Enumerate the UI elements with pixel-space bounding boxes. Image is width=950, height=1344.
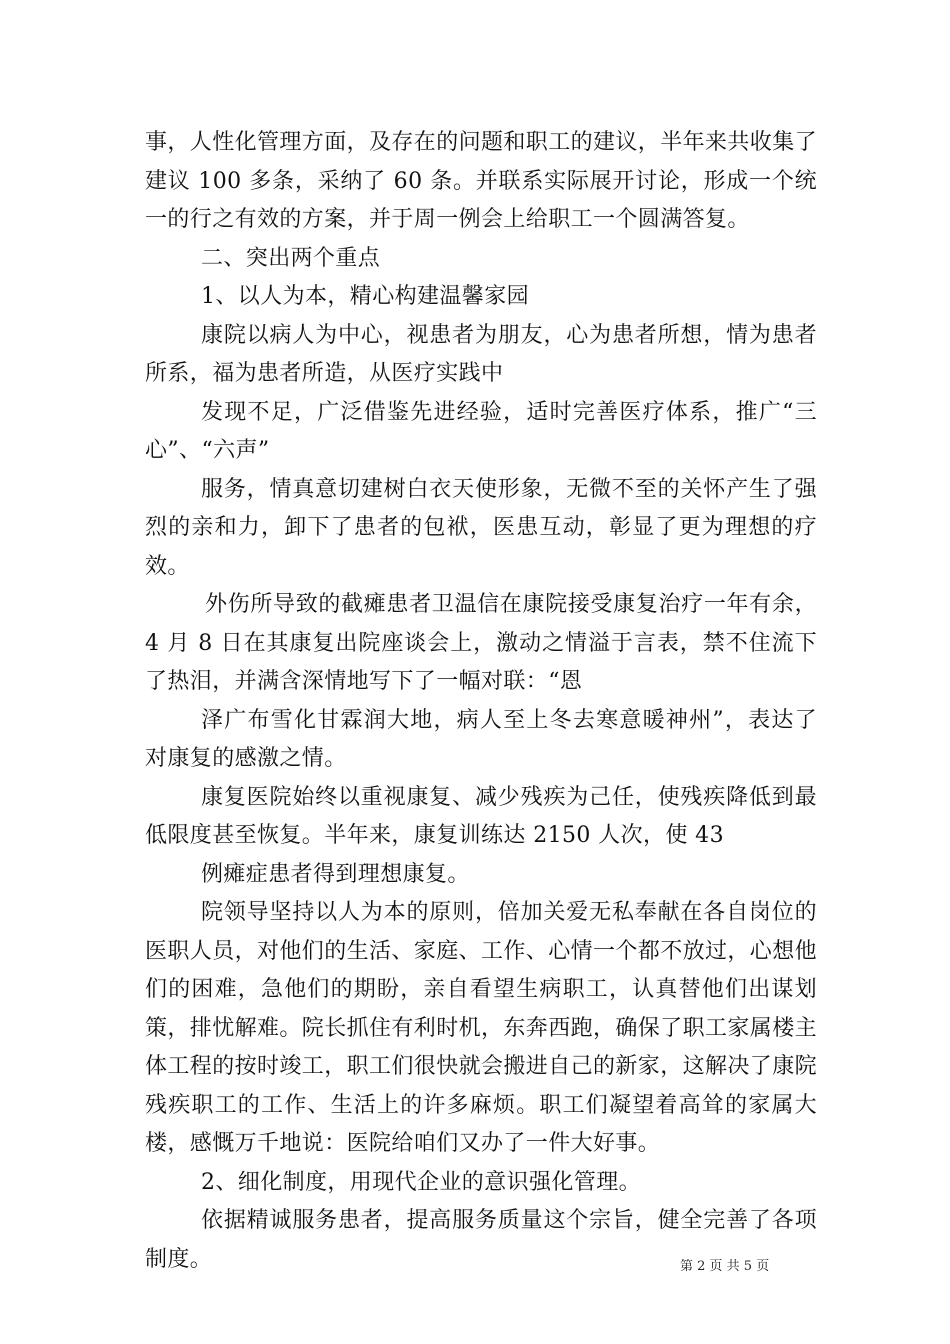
section-heading: 二、突出两个重点 — [201, 245, 381, 271]
paragraph: 康院以病人为中心，视患者为朋友，心为患者所想，情为患者所系，福为患者所造，从医疗实践中 — [145, 322, 817, 386]
paragraph: 外伤所导致的截瘫患者卫温信在康院接受康复治疗一年有余，4 月 8 日在其康复出院座谈会上，激动之情溢于言表，禁不住流下了热泪，并满含深情地写下了一幅对联：“恩 — [145, 592, 817, 694]
page-number-footer: 第 2 页 共 5 页 — [680, 1259, 770, 1274]
subsection-heading-1: 1、以人为本，精心构建温馨家园 — [201, 284, 529, 309]
document-body — [145, 124, 817, 1279]
paragraph: 服务，情真意切建树白衣天使形象，无微不至的关怀产生了强烈的亲和力，卸下了患者的包袱，医患互动，彰显了更为理想的疗效。 — [145, 476, 817, 579]
paragraph: 泽广布雪化甘霖润大地，病人至上冬去寒意暖神州”，表达了对康复的感激之情。 — [145, 707, 817, 771]
subsection-heading-2: 2、细化制度，用现代企业的意识强化管理。 — [201, 1169, 641, 1195]
paragraph: 院领导坚持以人为本的原则，倍加关爱无私奉献在各自岗位的医职人员，对他们的生活、家庭、工作、心情一个都不放过，心想他们的困难，急他们的期盼，亲自看望生病职工，认真替他们出谋划策，排忧解难。院长抓住有利时机，东奔西跑，确保了职工家属楼主体工程的按时竣工，职工们很快就会搬进自己的新家，这解决了康院残疾职工的工作、生活上的许多麻烦。职工们凝望着高耸的家属大楼，感慨万千地说：医院给咱们又办了一件大好事。 — [145, 900, 818, 1156]
paragraph: 依据精诚服务患者，提高服务质量这个宗旨，健全完善了各项制度。 — [145, 1208, 817, 1272]
paragraph: 康复医院始终以重视康复、减少残疾为己任，使残疾降低到最低限度甚至恢复。半年来，康复训练达 2150 人次，使 43 — [145, 784, 817, 848]
paragraph: 例瘫症患者得到理想康复。 — [201, 861, 470, 887]
paragraph-continuation: 事，人性化管理方面，及存在的问题和职工的建议，半年来共收集了建议 100 多条，采纳了 60 条。并联系实际展开讨论，形成一个统一的行之有效的方案，并于周一例会上给职工一个圆满答复。 — [145, 130, 818, 232]
paragraph: 发现不足，广泛借鉴先进经验，适时完善医疗体系，推广“三心”、“六声” — [145, 399, 817, 463]
